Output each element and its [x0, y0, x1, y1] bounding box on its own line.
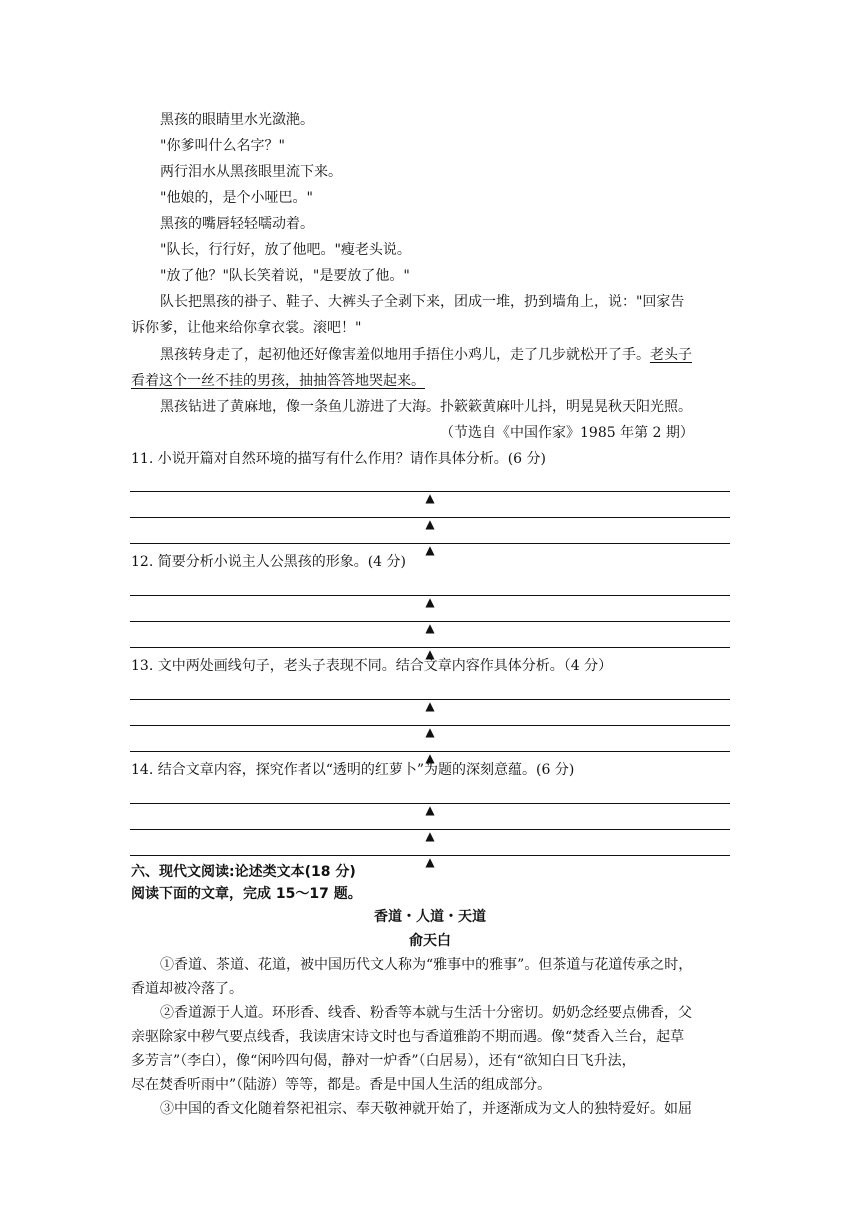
triangle-marker-icon: ▲: [425, 543, 435, 557]
paragraph-captain-line2: 诉你爹，让他来给你拿衣裳。滚吧！": [131, 320, 362, 336]
triangle-marker-icon: ▲: [425, 491, 435, 505]
triangle-marker-icon: ▲: [425, 621, 435, 635]
essay-line: ②香道源于人道。环形香、线香、粉香等本就与生活十分密切。奶奶念经要点佛香，父: [160, 1005, 692, 1021]
answer-line[interactable]: [130, 803, 730, 843]
section-instruction: 阅读下面的文章，完成 15～17 题。: [131, 886, 362, 902]
question-11: 11. 小说开篇对自然环境的描写有什么作用？请作具体分析。(6 分): [131, 451, 546, 467]
essay-line: 尽在焚香听雨中”（陆游）等等，都是。香是中国人生活的组成部分。: [131, 1077, 552, 1093]
essay-line: ③中国的香文化随着祭祀祖宗、奉天敬神就开始了，并逐渐成为文人的独特爱好。如屈: [160, 1101, 692, 1117]
paragraph-last: 黑孩钻进了黄麻地，像一条鱼儿游进了大海。扑簌簌黄麻叶儿抖，明晃晃秋天阳光照。: [160, 399, 692, 415]
triangle-marker-icon: ▲: [425, 725, 435, 739]
answer-line[interactable]: [130, 777, 730, 817]
essay-line: 亲驱除家中秽气要点线香，我读唐宋诗文时也与香道雅韵不期而遇。像“焚香入兰台，起草: [131, 1029, 685, 1045]
story-line: "放了他？"队长笑着说，"是要放了他。": [160, 268, 410, 284]
answer-line[interactable]: [130, 673, 730, 713]
triangle-marker-icon: ▲: [425, 829, 435, 843]
question-14: 14. 结合文章内容，探究作者以“透明的红萝卜”为题的深刻意蕴。(6 分): [131, 762, 575, 778]
answer-line[interactable]: [130, 569, 730, 609]
answer-line[interactable]: [130, 595, 730, 635]
triangle-marker-icon: ▲: [425, 699, 435, 713]
triangle-marker-icon: ▲: [425, 647, 435, 661]
story-line: 黑孩的眼睛里水光潋滟。: [160, 112, 314, 128]
question-12: 12. 简要分析小说主人公黑孩的形象。(4 分): [131, 554, 406, 570]
paragraph-turn-text: 黑孩转身走了，起初他还好像害羞似地用手捂住小鸡儿，走了几步就松开了手。: [160, 347, 650, 363]
answer-line[interactable]: [130, 699, 730, 739]
story-line: "你爹叫什么名字？": [160, 138, 285, 154]
underlined-sentence-end: 看着这个一丝不挂的男孩，抽抽答答地哭起来。: [131, 373, 425, 389]
answer-line[interactable]: [130, 491, 730, 531]
section-title: 六、现代文阅读:论述类文本(18 分): [131, 864, 356, 880]
story-line: 黑孩的嘴唇轻轻嚅动着。: [160, 216, 314, 232]
question-13: 13. 文中两处画线句子，老头子表现不同。结合文章内容作具体分析。（4 分）: [131, 658, 613, 674]
story-line: "队长，行行好，放了他吧。"瘦老头说。: [160, 242, 411, 258]
triangle-marker-icon: ▲: [425, 517, 435, 531]
essay-line: ①香道、茶道、花道，被中国历代文人称为“雅事中的雅事”。但茶道与花道传承之时，: [160, 957, 693, 973]
story-line: 两行泪水从黑孩眼里流下来。: [160, 164, 342, 180]
triangle-marker-icon: ▲: [425, 751, 435, 765]
answer-line[interactable]: [130, 517, 730, 557]
source-note: （节选自《中国作家》1985 年第 2 期）: [440, 425, 694, 441]
underlined-sentence-start: 老头子: [650, 347, 692, 363]
essay-title: 香道・人道・天道: [374, 909, 486, 925]
paragraph-captain-line1: 队长把黑孩的褂子、鞋子、大裤头子全剥下来，团成一堆，扔到墙角上，说："回家告: [160, 294, 685, 310]
answer-line[interactable]: [130, 465, 730, 505]
triangle-marker-icon: ▲: [425, 595, 435, 609]
answer-line[interactable]: [130, 621, 730, 661]
answer-line[interactable]: [130, 725, 730, 765]
triangle-marker-icon: ▲: [425, 803, 435, 817]
paragraph-turn-line2: [131, 372, 731, 390]
essay-line: 多芳言”（李白），像“闲吟四句偈，静对一炉香”（白居易），还有“欲知白日飞升法，: [131, 1053, 636, 1069]
essay-author: 俞天白: [409, 933, 451, 949]
answer-line[interactable]: [130, 829, 730, 869]
story-line: "他娘的，是个小哑巴。": [160, 190, 313, 206]
paragraph-turn-line1: [160, 346, 730, 364]
triangle-marker-icon: ▲: [425, 855, 435, 869]
essay-line: 香道却被冷落了。: [131, 981, 243, 997]
